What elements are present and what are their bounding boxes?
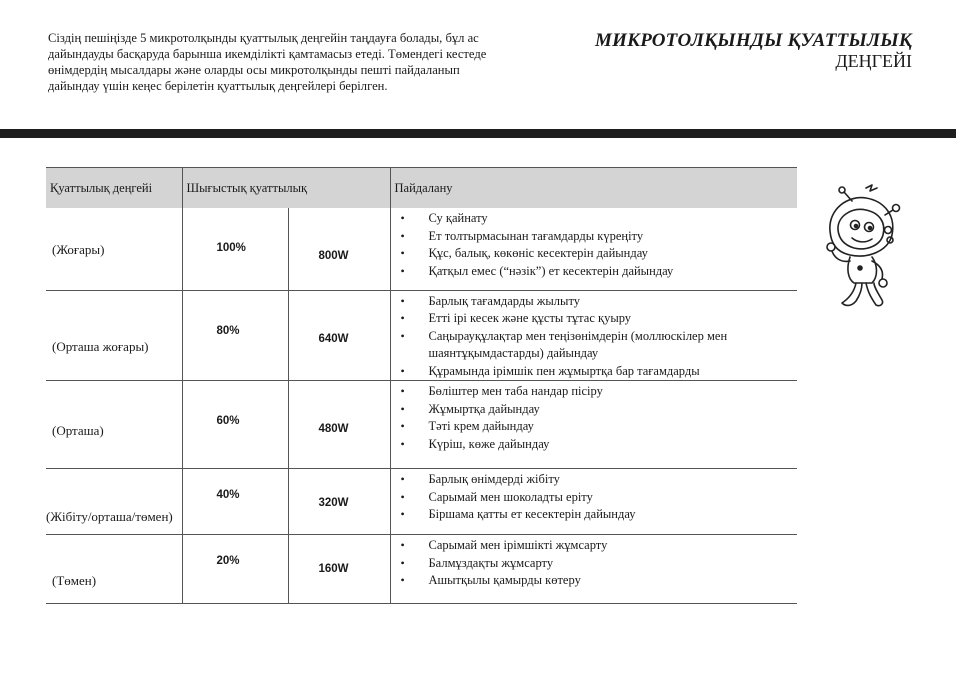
percent-value: 20% [216,555,240,567]
usage-list [391,469,798,524]
table-header-row [46,168,797,209]
usage-list-item: • Су қайнату [401,210,798,228]
robot-mascot-icon [822,183,914,313]
watts-value: 480W [318,423,349,435]
power-level-label: (Орташа) [52,423,104,438]
usage-list-item: • Барлық өнімдерді жібіту [401,471,798,489]
power-level-label: (Орташа жоғары) [52,338,149,354]
usage-list-item: • Етті ірі кесек және құсты тұтас қуыру [401,310,798,328]
percent-cell [182,208,288,290]
usage-list-item: • Тәті крем дайындау [401,418,798,436]
power-level-label: (Төмен) [52,573,97,588]
percent-value: 60% [216,415,240,427]
usage-list-item: • Бөліштер мен таба нандар пісіру [401,383,798,401]
watts-cell [288,469,390,535]
watts-value: 320W [318,497,349,509]
power-level-cell [46,535,182,604]
watts-value: 640W [318,332,349,345]
watts-value: 160W [318,563,349,575]
usage-list-item: • Жұмыртқа дайындау [401,401,798,419]
usage-list-item: • Біршама қатты ет кесектерін дайындау [401,506,798,524]
power-level-label: (Жібіту/орташа/төмен) [46,509,173,524]
section-divider [0,129,956,138]
table-row [46,535,797,604]
usage-list-item: • Саңырауқұлақтар мен теңізөнімдерін (моллюскілер мен шаянтұқымдастарды) дайындау [401,328,798,363]
table-row [46,469,797,535]
table-row [46,381,797,469]
watts-cell [288,381,390,469]
watts-value: 800W [318,250,349,262]
usage-list-item: • Балмұздақты жұмсарту [401,555,798,573]
usage-list-item: • Қатқыл емес (“нәзік”) ет кесектерін дайындау [401,263,798,281]
percent-cell [182,469,288,535]
page-title-sub: ДЕҢГЕЙІ [835,51,912,71]
usage-list-item: • Құрамында ірімшік пен жұмыртқа бар тағамдарды [401,363,798,381]
watts-cell [288,535,390,604]
usage-list-item: • Сарымай мен ірімшікті жұмсарту [401,537,798,555]
usage-cell [390,381,797,469]
usage-list-item: • Құс, балық, көкөніс кесектерін дайындау [401,245,798,263]
usage-cell [390,208,797,290]
power-level-cell [46,469,182,535]
percent-value: 80% [216,324,240,337]
usage-cell [390,290,797,381]
usage-list-item: • Ашытқылы қамырды көтеру [401,572,798,590]
percent-cell [182,535,288,604]
page-title-main: МИКРОТОЛҚЫНДЫ ҚУАТТЫЛЫҚ [595,30,912,51]
usage-list [391,535,798,590]
watts-cell [288,208,390,290]
power-level-cell [46,381,182,469]
power-level-cell [46,208,182,290]
header-level: Қуаттылық деңгейі [46,168,182,209]
percent-cell [182,290,288,381]
table-row [46,208,797,290]
page-title [595,31,912,71]
power-level-table [46,167,797,604]
power-level-cell [46,290,182,381]
usage-list-item: • Сарымай мен шоколадты еріту [401,489,798,507]
power-level-label: (Жоғары) [52,242,105,257]
usage-list [391,381,798,453]
intro-paragraph: Сіздің пешіңізде 5 микротолқынды қуаттылық деңгейін таңдауға болады, бұл ас дайындауды басқаруда барынша икемділікті қамтамасыз етеді. Төмендегі кестеде өнімдердің мысалдары және оларды осы микротолқынды пешті пайдаланып дайындау үшін кеңес берілетін қуаттылық деңгейлері берілген. [48,31,487,93]
table-row [46,290,797,381]
percent-cell [182,381,288,469]
watts-cell [288,290,390,381]
usage-list [391,208,798,280]
usage-list [391,291,798,381]
percent-value: 100% [216,242,246,254]
header-output: Шығыстық қуаттылық [182,168,390,209]
usage-cell [390,535,797,604]
usage-list-item: • Күріш, көже дайындау [401,436,798,454]
percent-value: 40% [216,489,240,501]
usage-list-item: • Барлық тағамдарды жылыту [401,293,798,311]
header-usage: Пайдалану [390,168,797,209]
usage-cell [390,469,797,535]
usage-list-item: • Ет толтырмасынан тағамдарды күреңіту [401,228,798,246]
